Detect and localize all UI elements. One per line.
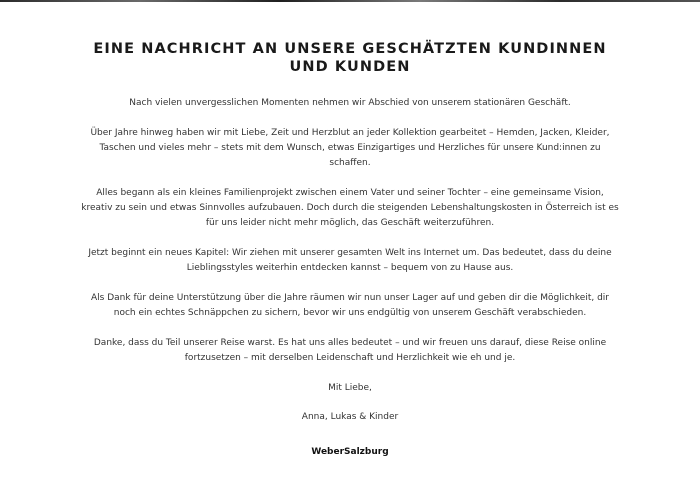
top-image-strip — [0, 0, 700, 2]
message-signature: Anna, Lukas & Kinder — [301, 412, 399, 422]
farewell-message — [80, 40, 620, 460]
message-closing: Mit Liebe, — [328, 383, 372, 393]
brand-link[interactable]: WeberSalzburg — [311, 447, 389, 457]
message-paragraph-history: Alles begann als ein kleines Familienprojekt zwischen einem Vater und seiner Tochter – eine gemeinsame Vision, kreativ zu sein und etwas Sinnvolles aufzubauen. Doch durch die steigenden Lebenshaltungskosten in Österreich ist es für uns leider nicht mehr möglich, das Geschäft weiterzuführen. — [81, 188, 619, 228]
message-headline: EINE NACHRICHT AN UNSERE GESCHÄTZTEN KUNDINNEN UND KUNDEN — [93, 41, 607, 75]
message-paragraph-intro: Nach vielen unvergesslichen Momenten nehmen wir Abschied von unserem stationären Geschäft. — [129, 98, 571, 108]
message-paragraph-thanks: Danke, dass du Teil unserer Reise warst. Es hat uns alles bedeutet – und wir freuen uns darauf, diese Reise online fortzusetzen – mit derselben Leidenschaft und Herzlichkeit wie eh und je. — [93, 338, 607, 363]
message-paragraph-collection: Über Jahre hinweg haben wir mit Liebe, Zeit und Herzblut an jeder Kollektion gearbeitet – Hemden, Jacken, Kleider, Taschen und vieles mehr – stets mit dem Wunsch, etwas Einzigartiges und Herzliches für unsere Kund:innen zu schaffen. — [90, 128, 610, 168]
message-paragraph-online: Jetzt beginnt ein neues Kapitel: Wir ziehen mit unserer gesamten Welt ins Internet um. Das bedeutet, dass du deine Lieblingsstyles weiterhin entdecken kannst – bequem von zu Hause aus. — [88, 248, 612, 273]
message-paragraph-sale: Als Dank für deine Unterstützung über die Jahre räumen wir nun unser Lager auf und geben dir die Möglichkeit, dir noch ein echtes Schnäppchen zu sichern, bevor wir uns endgültig von unserem Geschäft verabschieden. — [91, 293, 609, 318]
